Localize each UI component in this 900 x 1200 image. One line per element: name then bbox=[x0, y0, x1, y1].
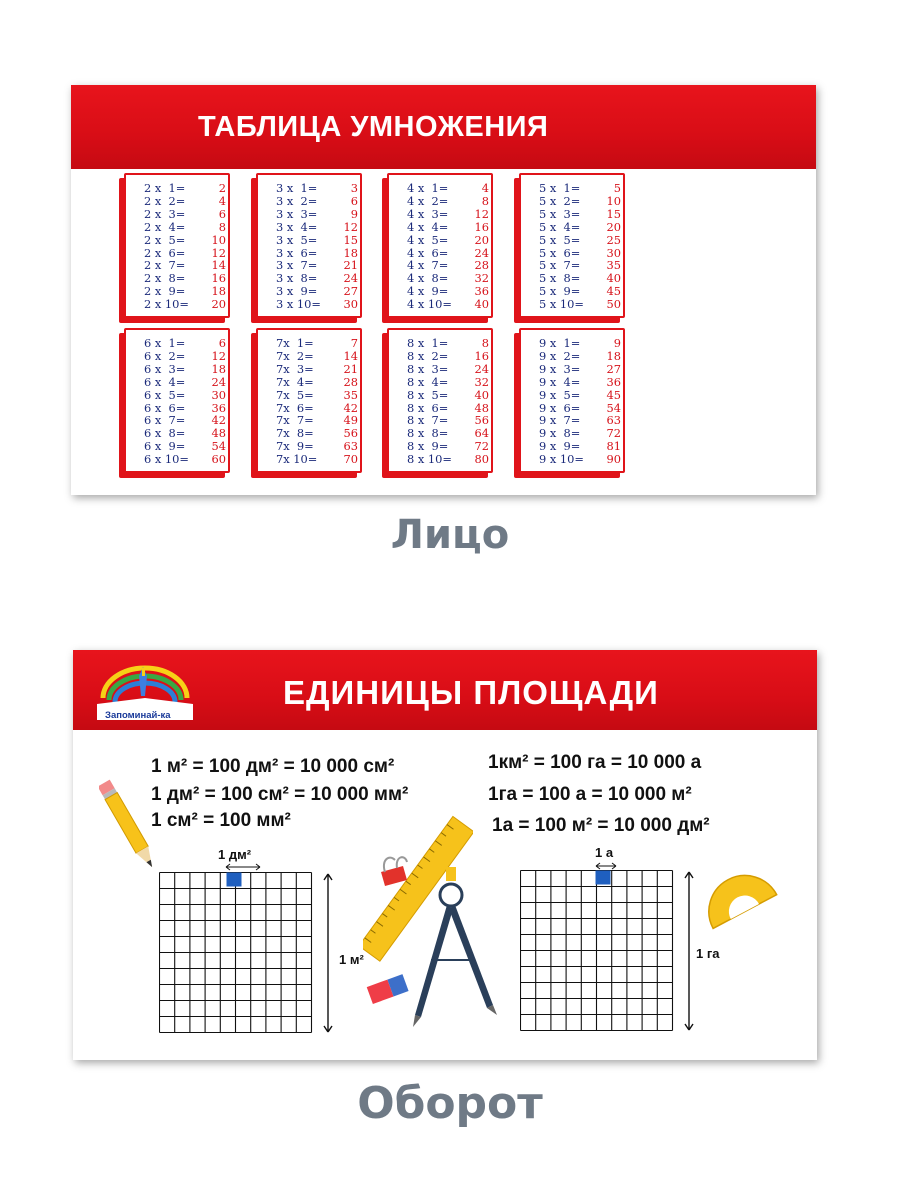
row-result: 30 bbox=[211, 387, 226, 402]
pencil-icon bbox=[99, 770, 159, 880]
row-result: 30 bbox=[606, 245, 621, 260]
table-row bbox=[276, 298, 358, 311]
row-result: 18 bbox=[606, 348, 621, 363]
row-result: 9 bbox=[613, 336, 621, 350]
row-expression: 2 x 4= bbox=[144, 219, 186, 234]
row-result: 45 bbox=[606, 387, 621, 402]
table-row bbox=[144, 389, 226, 402]
row-expression: 5 x 3= bbox=[539, 206, 581, 221]
row-expression: 2 x 8= bbox=[144, 271, 186, 286]
table-row bbox=[407, 221, 489, 234]
row-expression: 9 x 5= bbox=[539, 387, 581, 402]
row-result: 56 bbox=[474, 413, 489, 428]
row-expression: 3 x 7= bbox=[276, 258, 318, 273]
formula-right-1: 1км² = 100 га = 10 000 а bbox=[488, 752, 702, 773]
row-expression: 6 x 5= bbox=[144, 387, 186, 402]
row-expression: 8 x 8= bbox=[407, 426, 449, 441]
table-row bbox=[407, 234, 489, 247]
row-result: 54 bbox=[606, 400, 621, 415]
front-banner bbox=[71, 85, 816, 169]
row-expression: 5 x 8= bbox=[539, 271, 581, 286]
row-expression: 3 x 3= bbox=[276, 206, 318, 221]
row-result: 20 bbox=[606, 219, 621, 234]
row-result: 48 bbox=[474, 400, 489, 415]
row-expression: 5 x 1= bbox=[539, 181, 581, 195]
row-expression: 3 x 5= bbox=[276, 232, 318, 247]
row-result: 6 bbox=[218, 336, 226, 350]
row-result: 81 bbox=[606, 439, 621, 454]
table-row bbox=[407, 208, 489, 221]
table-face bbox=[387, 328, 493, 473]
row-result: 7 bbox=[350, 336, 358, 350]
row-expression: 5 x 6= bbox=[539, 245, 581, 260]
table-row bbox=[407, 376, 489, 389]
row-expression: 6 x 1= bbox=[144, 336, 186, 350]
row-result: 70 bbox=[343, 452, 358, 467]
row-expression: 7x 8= bbox=[276, 426, 314, 441]
row-expression: 9 x 7= bbox=[539, 413, 581, 428]
row-expression: 9 x 2= bbox=[539, 348, 581, 363]
dimension-arrow-left-side bbox=[321, 872, 335, 1034]
grid-right bbox=[520, 870, 688, 1032]
row-expression: 6 x 4= bbox=[144, 374, 186, 389]
row-expression: 8 x 6= bbox=[407, 400, 449, 415]
row-result: 14 bbox=[211, 258, 226, 273]
row-result: 18 bbox=[343, 245, 358, 260]
grid-left-top-label: 1 дм² bbox=[218, 847, 252, 862]
table-face bbox=[519, 173, 625, 318]
table-row bbox=[539, 195, 621, 208]
row-result: 27 bbox=[606, 361, 621, 376]
row-result: 12 bbox=[211, 245, 226, 260]
row-result: 12 bbox=[474, 206, 489, 221]
row-expression: 4 x 9= bbox=[407, 284, 449, 299]
row-result: 64 bbox=[474, 426, 489, 441]
row-expression: 7x 3= bbox=[276, 361, 314, 376]
table-row bbox=[407, 453, 489, 466]
row-result: 18 bbox=[211, 284, 226, 299]
row-expression: 7x 9= bbox=[276, 439, 314, 454]
table-row bbox=[276, 195, 358, 208]
table-row bbox=[276, 337, 358, 350]
table-row bbox=[539, 376, 621, 389]
multiplication-table bbox=[256, 328, 362, 473]
formula-right-3: 1а = 100 м² = 10 000 дм² bbox=[492, 815, 710, 836]
table-row bbox=[407, 350, 489, 363]
formula-right-2: 1га = 100 а = 10 000 м² bbox=[488, 784, 692, 805]
row-result: 72 bbox=[474, 439, 489, 454]
table-row bbox=[276, 363, 358, 376]
row-expression: 7x 10= bbox=[276, 452, 318, 467]
unit-cell-right bbox=[596, 871, 611, 885]
row-result: 30 bbox=[343, 297, 358, 312]
row-expression: 5 x 5= bbox=[539, 232, 581, 247]
grid-right-side-label: 1 га bbox=[696, 946, 720, 961]
row-expression: 9 x 4= bbox=[539, 374, 581, 389]
row-result: 16 bbox=[474, 219, 489, 234]
multiplication-table bbox=[387, 173, 493, 318]
row-result: 40 bbox=[474, 387, 489, 402]
row-expression: 6 x 3= bbox=[144, 361, 186, 376]
row-result: 24 bbox=[474, 361, 489, 376]
table-row bbox=[144, 376, 226, 389]
row-expression: 2 x 2= bbox=[144, 193, 186, 208]
row-result: 20 bbox=[211, 297, 226, 312]
row-expression: 6 x 6= bbox=[144, 400, 186, 415]
row-result: 6 bbox=[350, 193, 358, 208]
row-result: 28 bbox=[474, 258, 489, 273]
row-expression: 8 x 4= bbox=[407, 374, 449, 389]
multiplication-table bbox=[519, 173, 625, 318]
row-expression: 8 x 5= bbox=[407, 387, 449, 402]
row-result: 21 bbox=[343, 258, 358, 273]
table-row bbox=[276, 376, 358, 389]
multiplication-table bbox=[124, 173, 230, 318]
row-expression: 8 x 2= bbox=[407, 348, 449, 363]
grid-right-top-label: 1 а bbox=[595, 845, 614, 860]
grid-left-side-label: 1 м² bbox=[339, 952, 364, 967]
table-row bbox=[539, 363, 621, 376]
row-expression: 6 x 2= bbox=[144, 348, 186, 363]
row-expression: 6 x 7= bbox=[144, 413, 186, 428]
row-expression: 5 x 10= bbox=[539, 297, 584, 312]
row-result: 36 bbox=[606, 374, 621, 389]
table-row bbox=[407, 182, 489, 195]
row-result: 36 bbox=[211, 400, 226, 415]
row-result: 14 bbox=[343, 348, 358, 363]
row-expression: 4 x 3= bbox=[407, 206, 449, 221]
protractor-icon bbox=[699, 868, 785, 940]
row-result: 15 bbox=[343, 232, 358, 247]
row-result: 25 bbox=[606, 232, 621, 247]
row-result: 12 bbox=[211, 348, 226, 363]
dimension-arrow-left-top bbox=[223, 862, 263, 872]
row-expression: 4 x 6= bbox=[407, 245, 449, 260]
row-expression: 5 x 7= bbox=[539, 258, 581, 273]
table-row bbox=[144, 195, 226, 208]
row-expression: 4 x 4= bbox=[407, 219, 449, 234]
row-expression: 7x 7= bbox=[276, 413, 314, 428]
row-expression: 9 x 8= bbox=[539, 426, 581, 441]
multiplication-table bbox=[519, 328, 625, 473]
row-result: 4 bbox=[218, 193, 226, 208]
row-result: 40 bbox=[474, 297, 489, 312]
table-row bbox=[407, 389, 489, 402]
table-row bbox=[144, 234, 226, 247]
table-face bbox=[124, 173, 230, 318]
row-result: 21 bbox=[343, 361, 358, 376]
table-row bbox=[407, 363, 489, 376]
row-expression: 8 x 3= bbox=[407, 361, 449, 376]
row-result: 90 bbox=[606, 452, 621, 467]
row-result: 12 bbox=[343, 219, 358, 234]
row-result: 80 bbox=[474, 452, 489, 467]
table-row bbox=[539, 453, 621, 466]
table-row bbox=[144, 453, 226, 466]
table-face bbox=[256, 173, 362, 318]
row-expression: 8 x 9= bbox=[407, 439, 449, 454]
row-expression: 4 x 1= bbox=[407, 181, 449, 195]
row-expression: 5 x 2= bbox=[539, 193, 581, 208]
multiplication-table bbox=[124, 328, 230, 473]
row-expression: 2 x 5= bbox=[144, 232, 186, 247]
row-expression: 9 x 10= bbox=[539, 452, 584, 467]
row-expression: 7x 2= bbox=[276, 348, 314, 363]
table-row bbox=[407, 298, 489, 311]
row-expression: 7x 1= bbox=[276, 336, 314, 350]
table-row bbox=[276, 221, 358, 234]
table-row bbox=[276, 453, 358, 466]
formula-left-1: 1 м² = 100 дм² = 10 000 см² bbox=[151, 756, 395, 777]
row-expression: 8 x 10= bbox=[407, 452, 452, 467]
row-expression: 3 x 6= bbox=[276, 245, 318, 260]
row-result: 3 bbox=[350, 181, 358, 195]
row-result: 24 bbox=[343, 271, 358, 286]
table-row bbox=[144, 337, 226, 350]
row-result: 15 bbox=[606, 206, 621, 221]
table-row bbox=[144, 350, 226, 363]
row-expression: 3 x 4= bbox=[276, 219, 318, 234]
row-expression: 4 x 7= bbox=[407, 258, 449, 273]
row-expression: 6 x 8= bbox=[144, 426, 186, 441]
row-result: 40 bbox=[606, 271, 621, 286]
back-banner bbox=[73, 650, 817, 730]
row-result: 42 bbox=[211, 413, 226, 428]
formula-left-3: 1 см² = 100 мм² bbox=[151, 810, 291, 831]
table-row bbox=[539, 221, 621, 234]
row-result: 28 bbox=[343, 374, 358, 389]
row-result: 49 bbox=[343, 413, 358, 428]
row-result: 16 bbox=[211, 271, 226, 286]
eraser-icon bbox=[365, 972, 411, 1008]
row-result: 24 bbox=[211, 374, 226, 389]
row-result: 10 bbox=[211, 232, 226, 247]
row-result: 4 bbox=[481, 181, 489, 195]
table-face bbox=[387, 173, 493, 318]
row-expression: 2 x 9= bbox=[144, 284, 186, 299]
row-result: 2 bbox=[218, 181, 226, 195]
row-expression: 6 x 9= bbox=[144, 439, 186, 454]
row-result: 8 bbox=[481, 336, 489, 350]
front-title: ТАБЛИЦА УМНОЖЕНИЯ bbox=[198, 111, 549, 143]
row-result: 63 bbox=[343, 439, 358, 454]
row-result: 16 bbox=[474, 348, 489, 363]
dimension-arrow-right-top bbox=[593, 861, 619, 871]
table-row bbox=[276, 182, 358, 195]
logo bbox=[95, 664, 195, 722]
table-row bbox=[276, 350, 358, 363]
dimension-arrow-right-side bbox=[682, 870, 696, 1032]
table-row bbox=[144, 363, 226, 376]
table-row bbox=[276, 234, 358, 247]
row-result: 27 bbox=[343, 284, 358, 299]
table-row bbox=[144, 298, 226, 311]
row-expression: 5 x 4= bbox=[539, 219, 581, 234]
table-face bbox=[519, 328, 625, 473]
row-expression: 8 x 7= bbox=[407, 413, 449, 428]
row-result: 45 bbox=[606, 284, 621, 299]
table-row bbox=[144, 221, 226, 234]
row-result: 6 bbox=[218, 206, 226, 221]
table-row bbox=[539, 389, 621, 402]
table-row bbox=[407, 337, 489, 350]
formula-left-2: 1 дм² = 100 см² = 10 000 мм² bbox=[151, 784, 409, 805]
row-result: 42 bbox=[343, 400, 358, 415]
row-result: 35 bbox=[343, 387, 358, 402]
row-expression: 3 x 8= bbox=[276, 271, 318, 286]
row-expression: 2 x 3= bbox=[144, 206, 186, 221]
back-card bbox=[73, 650, 817, 1060]
row-expression: 4 x 8= bbox=[407, 271, 449, 286]
row-expression: 4 x 5= bbox=[407, 232, 449, 247]
row-result: 56 bbox=[343, 426, 358, 441]
row-result: 60 bbox=[211, 452, 226, 467]
table-row bbox=[539, 208, 621, 221]
row-result: 8 bbox=[218, 219, 226, 234]
row-expression: 6 x 10= bbox=[144, 452, 189, 467]
back-caption: Оборот bbox=[357, 1078, 543, 1129]
row-result: 35 bbox=[606, 258, 621, 273]
row-expression: 2 x 7= bbox=[144, 258, 186, 273]
table-row bbox=[539, 182, 621, 195]
row-result: 54 bbox=[211, 439, 226, 454]
multiplication-table bbox=[387, 328, 493, 473]
table-row bbox=[276, 208, 358, 221]
row-result: 5 bbox=[613, 181, 621, 195]
row-expression: 4 x 10= bbox=[407, 297, 452, 312]
logo-text: Запоминай-ка bbox=[105, 710, 171, 721]
row-result: 20 bbox=[474, 232, 489, 247]
table-face bbox=[256, 328, 362, 473]
row-expression: 9 x 6= bbox=[539, 400, 581, 415]
row-result: 32 bbox=[474, 271, 489, 286]
row-expression: 8 x 1= bbox=[407, 336, 449, 350]
front-card bbox=[71, 85, 816, 495]
back-title: ЕДИНИЦЫ ПЛОЩАДИ bbox=[283, 674, 659, 711]
row-expression: 5 x 9= bbox=[539, 284, 581, 299]
grid-left bbox=[159, 872, 327, 1036]
table-face bbox=[124, 328, 230, 473]
row-result: 8 bbox=[481, 193, 489, 208]
row-result: 63 bbox=[606, 413, 621, 428]
row-expression: 3 x 2= bbox=[276, 193, 318, 208]
table-row bbox=[539, 298, 621, 311]
unit-cell-left bbox=[227, 873, 242, 887]
table-row bbox=[407, 195, 489, 208]
table-row bbox=[539, 234, 621, 247]
row-result: 18 bbox=[211, 361, 226, 376]
table-row bbox=[144, 208, 226, 221]
multiplication-table bbox=[256, 173, 362, 318]
row-result: 50 bbox=[606, 297, 621, 312]
table-row bbox=[539, 337, 621, 350]
row-expression: 9 x 9= bbox=[539, 439, 581, 454]
front-caption: Лицо bbox=[390, 512, 510, 558]
compass-icon bbox=[409, 865, 504, 1035]
row-expression: 2 x 1= bbox=[144, 181, 186, 195]
row-expression: 2 x 10= bbox=[144, 297, 189, 312]
row-result: 24 bbox=[474, 245, 489, 260]
table-row bbox=[539, 350, 621, 363]
row-expression: 7x 5= bbox=[276, 387, 314, 402]
row-expression: 7x 6= bbox=[276, 400, 314, 415]
row-result: 32 bbox=[474, 374, 489, 389]
row-expression: 3 x 1= bbox=[276, 181, 318, 195]
row-expression: 3 x 9= bbox=[276, 284, 318, 299]
row-result: 9 bbox=[350, 206, 358, 221]
row-expression: 9 x 1= bbox=[539, 336, 581, 350]
row-expression: 7x 4= bbox=[276, 374, 314, 389]
row-expression: 2 x 6= bbox=[144, 245, 186, 260]
row-result: 36 bbox=[474, 284, 489, 299]
table-row bbox=[144, 182, 226, 195]
row-result: 48 bbox=[211, 426, 226, 441]
row-expression: 3 x 10= bbox=[276, 297, 321, 312]
row-result: 72 bbox=[606, 426, 621, 441]
row-expression: 4 x 2= bbox=[407, 193, 449, 208]
row-expression: 9 x 3= bbox=[539, 361, 581, 376]
table-row bbox=[276, 389, 358, 402]
row-result: 10 bbox=[606, 193, 621, 208]
